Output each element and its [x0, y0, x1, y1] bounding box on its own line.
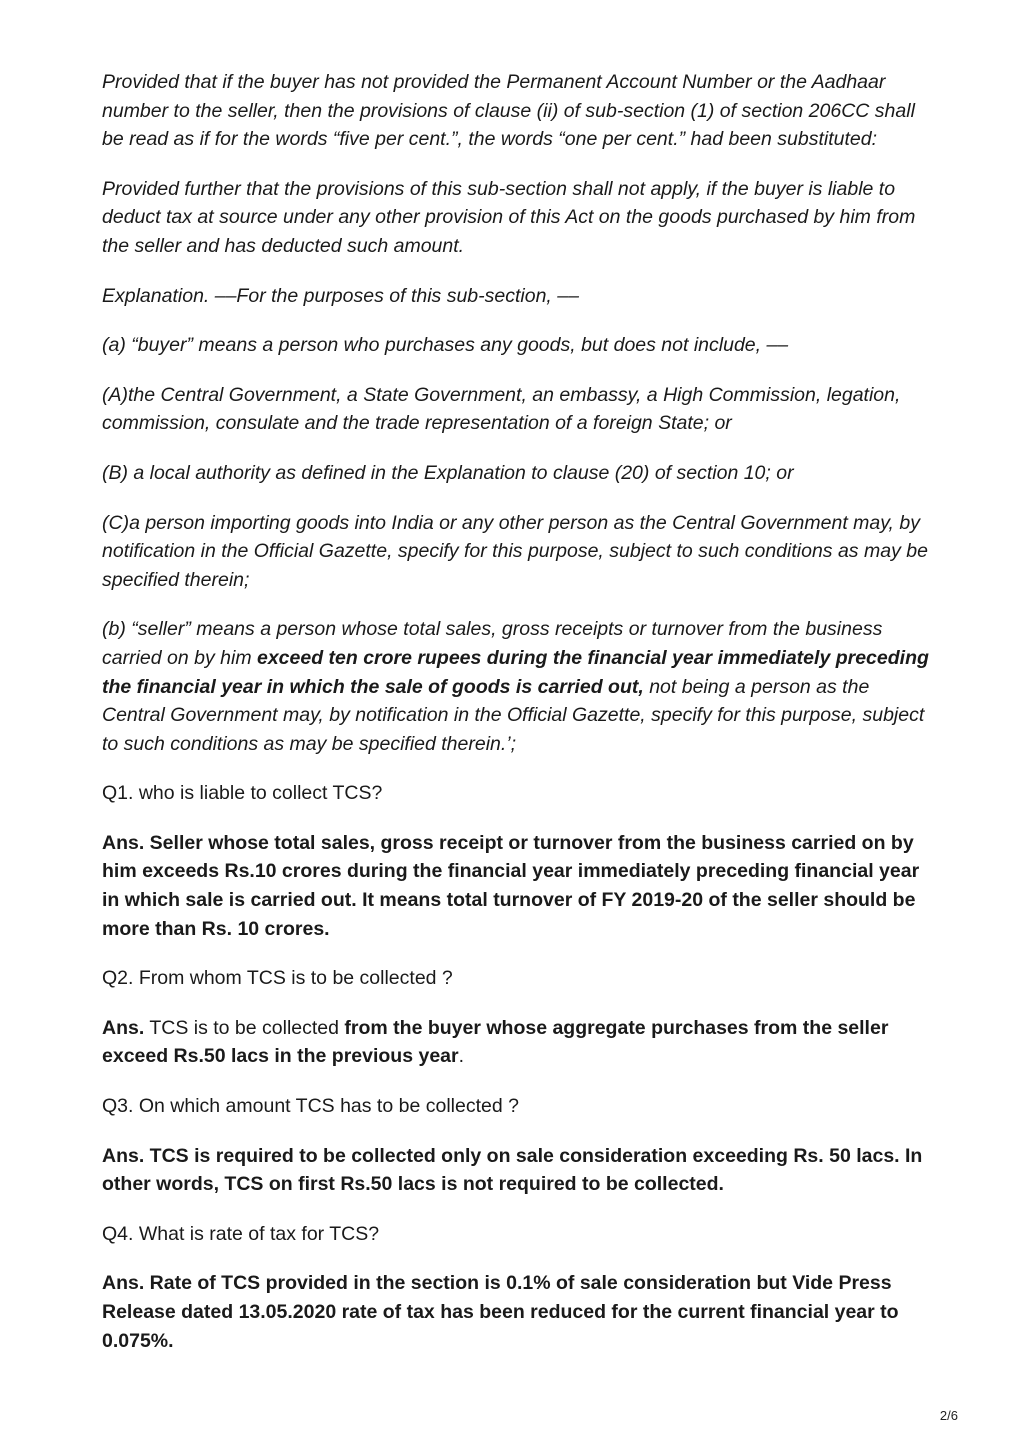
- answer-2-emphasis: from the buyer whose aggregate purchases from the seller exceed Rs.50 lacs in the previous year: [102, 1016, 889, 1068]
- document-body: [102, 68, 932, 1376]
- answer-2-text: TCS is to be collected: [144, 1016, 345, 1039]
- seller-definition-end: not being a person as the Central Government may, by notification in the Official Gazette, specify for this purpose, subject to such conditions as may be specified therein.’;: [102, 675, 925, 755]
- buyer-definition: (a) “buyer” means a person who purchases any goods, but does not include, ––: [102, 334, 789, 357]
- answer-2: [102, 1014, 932, 1071]
- explanation-heading: Explanation. ––For the purposes of this sub-section, ––: [102, 284, 579, 307]
- answer-4: Ans. Rate of TCS provided in the section is 0.1% of sale consideration but Vide Press Release dated 13.05.2020 rate of tax has been reduced for the current financial year to 0.075%.: [102, 1272, 899, 1352]
- proviso-paragraph-1: Provided that if the buyer has not provided the Permanent Account Number or the Aadhaar number to the seller, then the provisions of clause (ii) of sub-section (1) of section 206CC shall be read as if for the words “five per cent.”, the words “one per cent.” had been substituted:: [102, 71, 915, 151]
- answer-2-end: .: [458, 1045, 465, 1068]
- buyer-exclusion-b: (B) a local authority as defined in the Explanation to clause (20) of section 10; or: [102, 461, 794, 484]
- seller-definition-emphasis: exceed ten crore rupees during the financial year immediately preceding the financial year in which the sale of goods is carried out,: [102, 646, 929, 698]
- answer-2-prefix: Ans.: [102, 1016, 145, 1039]
- seller-definition-start: (b) “seller” means a person whose total sales, gross receipts or turnover from the business carried on by him: [102, 618, 883, 669]
- buyer-exclusion-c: (C)a person importing goods into India or any other person as the Central Government may, by notification in the Official Gazette, specify for this purpose, subject to such conditions as may be specified therein;: [102, 511, 928, 591]
- question-4: Q4. What is rate of tax for TCS?: [102, 1222, 380, 1245]
- question-1: Q1. who is liable to collect TCS?: [102, 782, 383, 805]
- seller-definition: [102, 615, 932, 758]
- proviso-paragraph-2: Provided further that the provisions of this sub-section shall not apply, if the buyer is liable to deduct tax at source under any other provision of this Act on the goods purchased by him from the seller and has deducted such amount.: [102, 177, 916, 257]
- page-number: 2/6: [939, 1408, 958, 1423]
- answer-1: Ans. Seller whose total sales, gross receipt or turnover from the business carried on by him exceeds Rs.10 crores during the financial year immediately preceding financial year in which sale is carried out. It means total turnover of FY 2019-20 of the seller should be more than Rs. 10 crores.: [102, 831, 920, 940]
- buyer-exclusion-a: (A)the Central Government, a State Government, an embassy, a High Commission, legation, commission, consulate and the trade representation of a foreign State; or: [102, 383, 901, 435]
- question-2: Q2. From whom TCS is to be collected ?: [102, 967, 453, 990]
- question-3: Q3. On which amount TCS has to be collected ?: [102, 1095, 519, 1118]
- answer-3: Ans. TCS is required to be collected only on sale consideration exceeding Rs. 50 lacs. In other words, TCS on first Rs.50 lacs is not required to be collected.: [102, 1144, 923, 1196]
